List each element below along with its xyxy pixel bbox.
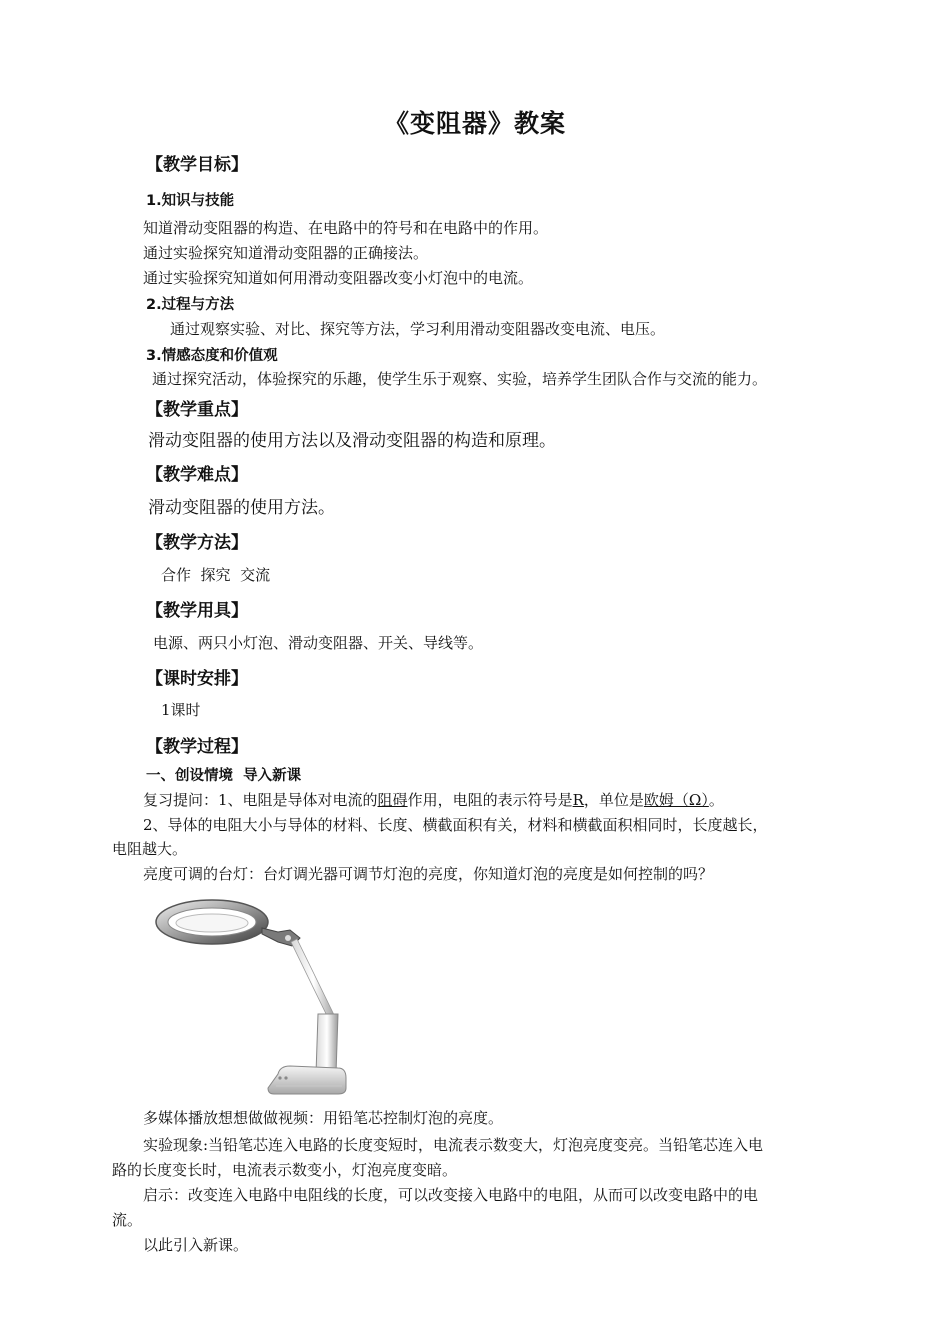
item2-line1: 2、导体的电阻大小与导体的材料、长度、横截面积有关，材料和横截面积相同时，长度越长， [143,816,768,834]
conclusion-text: 以此引入新课。 [143,1236,249,1254]
tools-heading: 【教学用具】 [146,601,248,621]
review-mid1: 作用，电阻的表示符号是 [407,791,573,809]
key-points-heading: 【教学重点】 [146,400,248,420]
schedule-text: 1课时 [161,701,201,719]
phenomenon-line1: 实验现象:当铅笔芯连入电路的长度变短时，电流表示数变大，灯泡亮度变亮。当铅笔芯连入电 [143,1136,764,1154]
phenomenon-line2: 路的长度变长时，电流表示数变小，灯泡亮度变暗。 [112,1161,458,1179]
methods-heading: 【教学方法】 [146,533,248,553]
emotion-heading: 3.情感态度和价值观 [146,348,278,364]
schedule-heading: 【课时安排】 [146,669,248,689]
hint-line1: 启示：改变连入电路中电阻线的长度，可以改变接入电路中的电阻，从而可以改变电路中的电 [143,1186,759,1204]
process-method-text: 通过观察实验、对比、探究等方法，学习利用滑动变阻器改变电流、电压。 [170,320,666,338]
lamp-question: 亮度可调的台灯：台灯调光器可调节灯泡的亮度，你知道灯泡的亮度是如何控制的吗？ [143,865,714,883]
knowledge-item: 通过实验探究知道滑动变阻器的正确接法。 [143,244,429,262]
part1-heading: 一、创设情境 导入新课 [146,768,302,784]
desk-lamp-image [150,892,350,1100]
blank-symbol: R [572,791,584,809]
blank-unit: 欧姆（Ω） [643,791,709,809]
review-end: 。 [708,791,724,809]
document-title: 《变阻器》教案 [383,109,566,138]
tools-text: 电源、两只小灯泡、滑动变阻器、开关、导线等。 [153,634,484,652]
methods-text: 合作 探究 交流 [161,566,271,584]
difficulties-text: 滑动变阻器的使用方法。 [148,498,335,518]
item2-line2: 电阻越大。 [112,840,188,858]
review-mid2: ，单位是 [583,791,644,809]
objectives-heading: 【教学目标】 [146,155,248,175]
process-heading: 【教学过程】 [146,737,248,757]
knowledge-item: 通过实验探究知道如何用滑动变阻器改变小灯泡中的电流。 [143,269,534,287]
difficulties-heading: 【教学难点】 [146,465,248,485]
knowledge-heading: 1.知识与技能 [146,193,235,209]
review-prefix: 复习提问：1、电阻是导体对电流的 [143,791,378,809]
hint-line2: 流。 [112,1211,143,1229]
blank-hindrance: 阻碍 [377,791,408,809]
key-points-text: 滑动变阻器的使用方法以及滑动变阻器的构造和原理。 [148,431,556,451]
review-question [143,789,724,810]
process-method-heading: 2.过程与方法 [146,297,235,313]
knowledge-item: 知道滑动变阻器的构造、在电路中的符号和在电路中的作用。 [143,219,549,237]
emotion-text: 通过探究活动，体验探究的乐趣，使学生乐于观察、实验，培养学生团队合作与交流的能力。 [152,370,768,388]
video-text: 多媒体播放想想做做视频：用铅笔芯控制灯泡的亮度。 [143,1109,504,1127]
